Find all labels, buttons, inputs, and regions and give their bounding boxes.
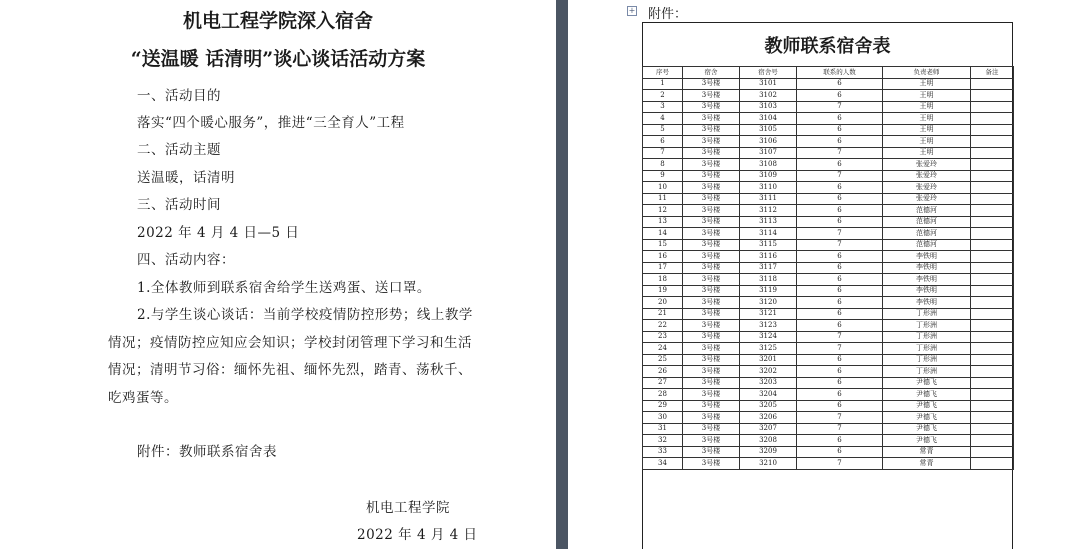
cell-remarks: [971, 239, 1014, 251]
section-heading-content: 四、活动内容：: [137, 252, 235, 268]
cell-building: 3号楼: [683, 182, 740, 194]
table-row: [643, 78, 1014, 90]
cell-remarks: [971, 366, 1014, 378]
cell-remarks: [971, 124, 1014, 136]
cell-count: 7: [797, 147, 883, 159]
cell-remarks: [971, 159, 1014, 171]
cell-building: 3号楼: [683, 228, 740, 240]
cell-teacher: 范德河: [883, 216, 971, 228]
cell-building: 3号楼: [683, 354, 740, 366]
cell-remarks: [971, 285, 1014, 297]
cell-number: 8: [643, 159, 683, 171]
table-row: [643, 285, 1014, 297]
cell-remarks: [971, 320, 1014, 332]
cell-remarks: [971, 170, 1014, 182]
cell-teacher: 尹德飞: [883, 435, 971, 447]
cell-remarks: [971, 136, 1014, 148]
cell-teacher: 尹德飞: [883, 400, 971, 412]
cell-room: 3103: [740, 101, 797, 113]
table-row: [643, 90, 1014, 102]
cell-teacher: 王明: [883, 101, 971, 113]
cell-number: 14: [643, 228, 683, 240]
cell-remarks: [971, 216, 1014, 228]
cell-room: 3107: [740, 147, 797, 159]
cell-number: 27: [643, 377, 683, 389]
cell-number: 31: [643, 423, 683, 435]
cell-building: 3号楼: [683, 78, 740, 90]
cell-count: 6: [797, 400, 883, 412]
cell-number: 10: [643, 182, 683, 194]
cell-teacher: 王明: [883, 147, 971, 159]
cell-count: 6: [797, 446, 883, 458]
table-row: [643, 366, 1014, 378]
cell-count: 7: [797, 239, 883, 251]
table-row: [643, 101, 1014, 113]
cell-count: 7: [797, 343, 883, 355]
cell-number: 33: [643, 446, 683, 458]
cell-teacher: 范德河: [883, 228, 971, 240]
cell-remarks: [971, 228, 1014, 240]
cell-number: 4: [643, 113, 683, 125]
cell-remarks: [971, 389, 1014, 401]
cell-building: 3号楼: [683, 343, 740, 355]
cell-number: 32: [643, 435, 683, 447]
cell-count: 7: [797, 331, 883, 343]
cell-room: 3108: [740, 159, 797, 171]
cell-count: 6: [797, 389, 883, 401]
cell-count: 6: [797, 182, 883, 194]
time-text: 2022 年 4 月 4 日—5 日: [137, 225, 300, 241]
cell-room: 3209: [740, 446, 797, 458]
cell-building: 3号楼: [683, 136, 740, 148]
cell-room: 3114: [740, 228, 797, 240]
cell-number: 12: [643, 205, 683, 217]
cell-building: 3号楼: [683, 435, 740, 447]
cell-room: 3201: [740, 354, 797, 366]
cell-building: 3号楼: [683, 239, 740, 251]
cell-number: 19: [643, 285, 683, 297]
cell-number: 16: [643, 251, 683, 263]
column-header-count: 联系的人数: [797, 67, 883, 79]
cell-remarks: [971, 400, 1014, 412]
cell-building: 3号楼: [683, 308, 740, 320]
table-title: 教师联系宿舍表: [764, 36, 891, 57]
cell-building: 3号楼: [683, 147, 740, 159]
cell-count: 6: [797, 159, 883, 171]
cell-count: 6: [797, 90, 883, 102]
cell-teacher: 张爱玲: [883, 170, 971, 182]
cell-remarks: [971, 251, 1014, 263]
cell-remarks: [971, 78, 1014, 90]
cell-number: 22: [643, 320, 683, 332]
cell-building: 3号楼: [683, 274, 740, 286]
cell-room: 3206: [740, 412, 797, 424]
cell-number: 7: [643, 147, 683, 159]
cell-teacher: 丁形洲: [883, 343, 971, 355]
cell-count: 6: [797, 297, 883, 309]
cell-building: 3号楼: [683, 170, 740, 182]
table-row: [643, 446, 1014, 458]
table-row: [643, 193, 1014, 205]
cell-room: 3123: [740, 320, 797, 332]
cell-number: 30: [643, 412, 683, 424]
cell-remarks: [971, 182, 1014, 194]
table-row: [643, 435, 1014, 447]
cell-room: 3112: [740, 205, 797, 217]
cell-room: 3105: [740, 124, 797, 136]
document-subtitle: “送温暖 话清明”谈心谈话活动方案: [130, 48, 426, 70]
table-row: [643, 159, 1014, 171]
cell-count: 6: [797, 205, 883, 217]
cell-building: 3号楼: [683, 377, 740, 389]
cell-number: 3: [643, 101, 683, 113]
cell-teacher: 范德河: [883, 205, 971, 217]
cell-teacher: 常青: [883, 458, 971, 470]
column-header-number: 序号: [643, 67, 683, 79]
cell-teacher: 王明: [883, 136, 971, 148]
cell-count: 6: [797, 251, 883, 263]
cell-teacher: 尹德飞: [883, 412, 971, 424]
table-row: [643, 412, 1014, 424]
cell-building: 3号楼: [683, 205, 740, 217]
table-row: [643, 297, 1014, 309]
cell-building: 3号楼: [683, 423, 740, 435]
section-heading-purpose: 一、活动目的: [137, 88, 221, 104]
cell-number: 28: [643, 389, 683, 401]
cell-room: 3111: [740, 193, 797, 205]
cell-number: 13: [643, 216, 683, 228]
cell-room: 3119: [740, 285, 797, 297]
cell-building: 3号楼: [683, 124, 740, 136]
cell-teacher: 王明: [883, 90, 971, 102]
table-row: [643, 228, 1014, 240]
cell-number: 18: [643, 274, 683, 286]
cell-count: 6: [797, 435, 883, 447]
cell-number: 24: [643, 343, 683, 355]
cell-remarks: [971, 262, 1014, 274]
cell-room: 3210: [740, 458, 797, 470]
signature-org: 机电工程学院: [366, 500, 450, 516]
cell-number: 25: [643, 354, 683, 366]
cell-room: 3202: [740, 366, 797, 378]
table-row: [643, 239, 1014, 251]
cell-building: 3号楼: [683, 446, 740, 458]
table-row: [643, 343, 1014, 355]
cell-remarks: [971, 435, 1014, 447]
purpose-text: 落实“四个暖心服务”，推进“三全育人”工程: [137, 115, 405, 131]
cell-room: 3124: [740, 331, 797, 343]
cell-number: 9: [643, 170, 683, 182]
table-row: [643, 147, 1014, 159]
cell-count: 7: [797, 458, 883, 470]
cell-teacher: 李铁明: [883, 251, 971, 263]
table-row: [643, 205, 1014, 217]
cell-room: 3125: [740, 343, 797, 355]
cell-building: 3号楼: [683, 320, 740, 332]
cell-count: 7: [797, 228, 883, 240]
table-body: [643, 78, 1014, 469]
cell-room: 3120: [740, 297, 797, 309]
table-row: [643, 136, 1014, 148]
cell-teacher: 丁形洲: [883, 308, 971, 320]
table-row: [643, 170, 1014, 182]
cell-room: 3102: [740, 90, 797, 102]
cell-room: 3115: [740, 239, 797, 251]
cell-teacher: 丁形洲: [883, 366, 971, 378]
cell-count: 6: [797, 136, 883, 148]
content-item-2: 2.与学生谈心谈话：当前学校疫情防控形势；线上教学: [137, 307, 473, 323]
cell-building: 3号楼: [683, 90, 740, 102]
cell-room: 3106: [740, 136, 797, 148]
table-row: [643, 458, 1014, 470]
cell-remarks: [971, 297, 1014, 309]
cell-room: 3118: [740, 274, 797, 286]
table-row: [643, 262, 1014, 274]
table-row: [643, 400, 1014, 412]
cell-count: 6: [797, 262, 883, 274]
cell-number: 1: [643, 78, 683, 90]
cell-number: 6: [643, 136, 683, 148]
cell-building: 3号楼: [683, 366, 740, 378]
cell-teacher: 丁形洲: [883, 320, 971, 332]
cell-remarks: [971, 331, 1014, 343]
cell-number: 11: [643, 193, 683, 205]
cell-teacher: 王明: [883, 78, 971, 90]
table-move-handle-icon[interactable]: +: [628, 6, 636, 15]
cell-teacher: 尹德飞: [883, 377, 971, 389]
cell-number: 5: [643, 124, 683, 136]
table-row: [643, 331, 1014, 343]
table-row: [643, 182, 1014, 194]
cell-room: 3117: [740, 262, 797, 274]
column-header-teacher: 负责老师: [883, 67, 971, 79]
cell-remarks: [971, 90, 1014, 102]
cell-room: 3110: [740, 182, 797, 194]
cell-room: 3121: [740, 308, 797, 320]
cell-count: 6: [797, 193, 883, 205]
table-row: [643, 423, 1014, 435]
cell-remarks: [971, 205, 1014, 217]
cell-building: 3号楼: [683, 251, 740, 263]
table-header-row: [643, 67, 1014, 79]
section-heading-time: 三、活动时间: [137, 197, 221, 213]
cell-count: 6: [797, 366, 883, 378]
cell-count: 6: [797, 274, 883, 286]
table-row: [643, 124, 1014, 136]
cell-building: 3号楼: [683, 458, 740, 470]
cell-count: 6: [797, 285, 883, 297]
cell-room: 3205: [740, 400, 797, 412]
column-header-building: 宿舍: [683, 67, 740, 79]
table-row: [643, 354, 1014, 366]
cell-room: 3101: [740, 78, 797, 90]
table-row: [643, 308, 1014, 320]
cell-teacher: 丁形洲: [883, 331, 971, 343]
cell-teacher: 尹德飞: [883, 389, 971, 401]
cell-number: 20: [643, 297, 683, 309]
cell-count: 7: [797, 101, 883, 113]
cell-building: 3号楼: [683, 101, 740, 113]
table-row: [643, 251, 1014, 263]
cell-remarks: [971, 343, 1014, 355]
cell-building: 3号楼: [683, 412, 740, 424]
cell-remarks: [971, 274, 1014, 286]
cell-teacher: 李铁明: [883, 274, 971, 286]
content-item-1: 1.全体教师到联系宿舍给学生送鸡蛋、送口罩。: [137, 280, 431, 296]
cell-remarks: [971, 113, 1014, 125]
cell-teacher: 张爱玲: [883, 182, 971, 194]
cell-count: 7: [797, 423, 883, 435]
teacher-dorm-table: [642, 66, 1014, 470]
table-row: [643, 216, 1014, 228]
cell-building: 3号楼: [683, 262, 740, 274]
cell-number: 34: [643, 458, 683, 470]
cell-count: 6: [797, 320, 883, 332]
cell-count: 7: [797, 412, 883, 424]
cell-remarks: [971, 377, 1014, 389]
cell-count: 6: [797, 377, 883, 389]
cell-count: 6: [797, 78, 883, 90]
cell-teacher: 尹德飞: [883, 423, 971, 435]
cell-room: 3113: [740, 216, 797, 228]
cell-number: 26: [643, 366, 683, 378]
table-row: [643, 274, 1014, 286]
cell-room: 3208: [740, 435, 797, 447]
table-row: [643, 389, 1014, 401]
cell-remarks: [971, 458, 1014, 470]
table-row: [643, 320, 1014, 332]
cell-remarks: [971, 412, 1014, 424]
cell-building: 3号楼: [683, 331, 740, 343]
cell-building: 3号楼: [683, 216, 740, 228]
cell-teacher: 李铁明: [883, 285, 971, 297]
cell-teacher: 王明: [883, 113, 971, 125]
cell-number: 21: [643, 308, 683, 320]
cell-remarks: [971, 354, 1014, 366]
column-header-remarks: 备注: [971, 67, 1014, 79]
cell-number: 2: [643, 90, 683, 102]
cell-teacher: 张爱玲: [883, 159, 971, 171]
page-divider: [556, 0, 568, 549]
cell-building: 3号楼: [683, 113, 740, 125]
content-item-2-cont-1: 情况；疫情防控应知应会知识；学校封闭管理下学习和生活: [108, 335, 472, 351]
document-title: 机电工程学院深入宿舍: [182, 10, 373, 32]
cell-number: 23: [643, 331, 683, 343]
cell-count: 6: [797, 124, 883, 136]
cell-remarks: [971, 446, 1014, 458]
cell-building: 3号楼: [683, 193, 740, 205]
cell-building: 3号楼: [683, 285, 740, 297]
cell-count: 6: [797, 216, 883, 228]
cell-teacher: 丁形洲: [883, 354, 971, 366]
content-item-2-cont-2: 情况；清明节习俗：缅怀先祖、缅怀先烈，踏青、荡秋千、: [108, 362, 472, 378]
cell-remarks: [971, 193, 1014, 205]
cell-count: 6: [797, 113, 883, 125]
cell-room: 3203: [740, 377, 797, 389]
cell-remarks: [971, 147, 1014, 159]
cell-count: 6: [797, 308, 883, 320]
cell-teacher: 李铁明: [883, 297, 971, 309]
cell-teacher: 李铁明: [883, 262, 971, 274]
cell-room: 3104: [740, 113, 797, 125]
cell-number: 15: [643, 239, 683, 251]
section-heading-theme: 二、活动主题: [137, 142, 221, 158]
cell-building: 3号楼: [683, 159, 740, 171]
cell-teacher: 张爱玲: [883, 193, 971, 205]
cell-teacher: 范德河: [883, 239, 971, 251]
attachment-label: 附件：: [648, 7, 688, 22]
cell-room: 3109: [740, 170, 797, 182]
cell-building: 3号楼: [683, 400, 740, 412]
cell-count: 6: [797, 354, 883, 366]
content-item-2-cont-3: 吃鸡蛋等。: [108, 390, 178, 406]
cell-count: 7: [797, 170, 883, 182]
signature-date: 2022 年 4 月 4 日: [357, 527, 478, 543]
cell-teacher: 常青: [883, 446, 971, 458]
cell-building: 3号楼: [683, 297, 740, 309]
column-header-room: 宿舍号: [740, 67, 797, 79]
cell-building: 3号楼: [683, 389, 740, 401]
cell-teacher: 王明: [883, 124, 971, 136]
cell-room: 3207: [740, 423, 797, 435]
cell-room: 3204: [740, 389, 797, 401]
attachment-note: 附件：教师联系宿舍表: [137, 444, 277, 460]
theme-text: 送温暖，话清明: [137, 170, 235, 186]
table-row: [643, 113, 1014, 125]
cell-number: 17: [643, 262, 683, 274]
table-row: [643, 377, 1014, 389]
cell-number: 29: [643, 400, 683, 412]
cell-remarks: [971, 308, 1014, 320]
cell-remarks: [971, 101, 1014, 113]
cell-remarks: [971, 423, 1014, 435]
cell-room: 3116: [740, 251, 797, 263]
